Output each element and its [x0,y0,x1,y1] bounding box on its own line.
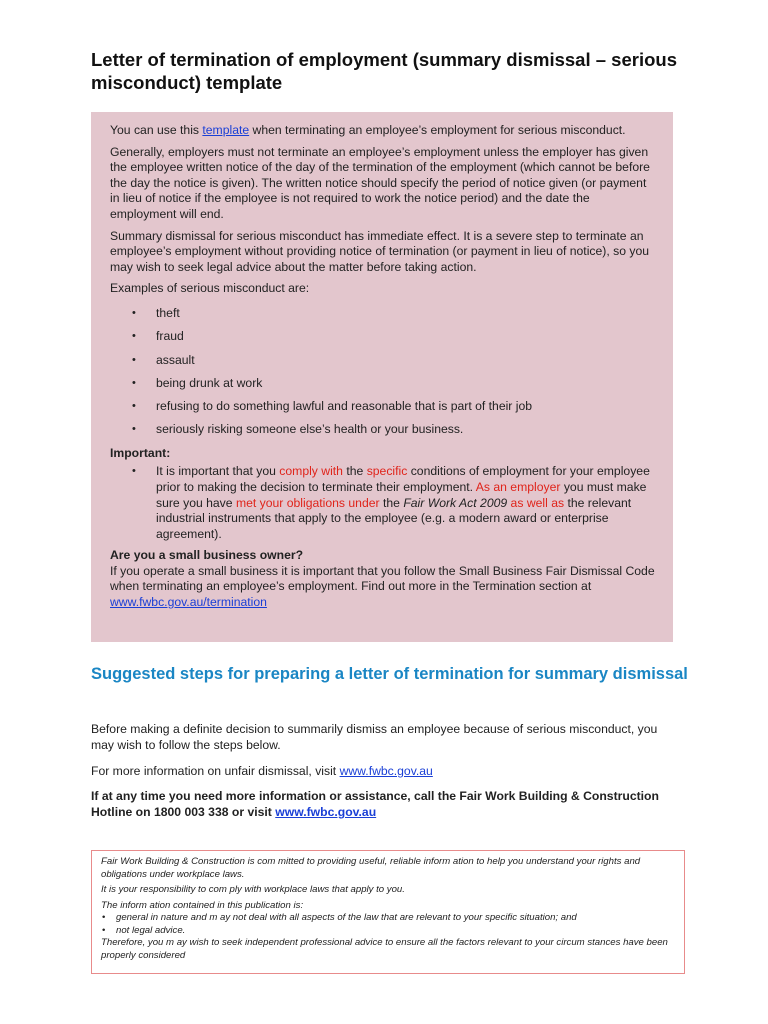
intro-text: You can use this [110,123,203,137]
important-heading: Important: [110,445,171,460]
disclaimer-box [91,850,685,974]
template-link[interactable]: template [202,123,250,137]
fwbc-hotline-link[interactable]: www.fwbc.gov.au [275,805,377,819]
disclaimer-line: It is your responsibility to com ply with workplace laws that apply to you. [101,884,405,895]
disclaimer-line: Fair Work Building & Construction is com mitted to providing useful, reliable inform ation to help you understand your rights and obligations under workplace laws. [101,856,641,880]
summary-paragraph: Summary dismissal for serious misconduct has immediate effect. It is a severe step to terminate an employee’s employment without providing notice of termination (or payment in lieu of notice), so you may wish to seek legal advice about the matter before taking action. [110,228,650,274]
disclaimer-line: Therefore, you m ay wish to seek independent professional advice to ensure all the factors relevant to your circum stances have been properly considered [101,937,668,961]
generally-paragraph: Generally, employers must not terminate an employee’s employment unless the employer has given the employee written notice of the day of the termination of the employment (which cannot be before the day the notice is given). The written notice should specify the period of notice given (or payment in lieu of notice if the employee is not required to work the notice period) and the date the employment will end. [110,144,650,221]
intro-text-end: when terminating an employee’s employment for serious misconduct. [249,123,626,137]
disclaimer-list-item: • general in nature and m ay not deal with all aspects of the law that are relevant to your specific situation; and [101,912,676,925]
list-item: • seriously risking someone else’s health or your business. [110,422,657,445]
small-business-paragraph [110,548,657,610]
list-item: • theft [110,306,657,329]
list-item: • refusing to do something lawful and reasonable that is part of their job [110,399,657,422]
termination-link[interactable]: www.fwbc.gov.au/termination [110,595,267,610]
list-item: • assault [110,353,657,376]
small-business-text: If you operate a small business it is important that you follow the Small Business Fair Dismissal Code when terminating an employee’s employment. Find out more in the Termination section at [110,563,655,594]
misconduct-list [110,306,657,446]
disclaimer-line: The inform ation contained in this publication is: [101,899,304,911]
disclaimer-list-item: • not legal advice. [101,925,676,938]
fwbc-link[interactable]: www.fwbc.gov.au [339,764,433,778]
disclaimer-list [101,912,676,937]
list-item: • fraud [110,329,657,352]
intro-paragraph [110,123,657,139]
info-box [91,112,673,642]
steps-intro-paragraph: Before making a definite decision to summarily dismiss an employee because of serious misconduct, you may wish to follow the steps below. [91,722,658,752]
important-list [110,464,657,542]
hotline-paragraph: If at any time you need more information or assistance, call the Fair Work Building & Construction Hotline on 1800 003 338 or visit www.fwbc.gov.au [91,789,659,819]
small-business-heading: Are you a small business owner? [110,548,304,563]
list-item: • being drunk at work [110,376,657,399]
examples-intro: Examples of serious misconduct are: [110,281,310,296]
unfair-dismissal-paragraph: For more information on unfair dismissal, visit www.fwbc.gov.au [91,764,433,778]
important-item: • It is important that you comply with the specific conditions of employment for your employee prior to making the decision to terminate their employment. As an employer you must make sure you have met your obligations under the Fair Work Act 2009 as well as the relevant industrial instruments that apply to the employee (e.g. a modern award or enterprise agreement). [110,464,657,542]
page-title: Letter of termination of employment (summary dismissal – serious misconduct) template [91,49,677,93]
section-heading: Suggested steps for preparing a letter of termination for summary dismissal [91,665,688,683]
